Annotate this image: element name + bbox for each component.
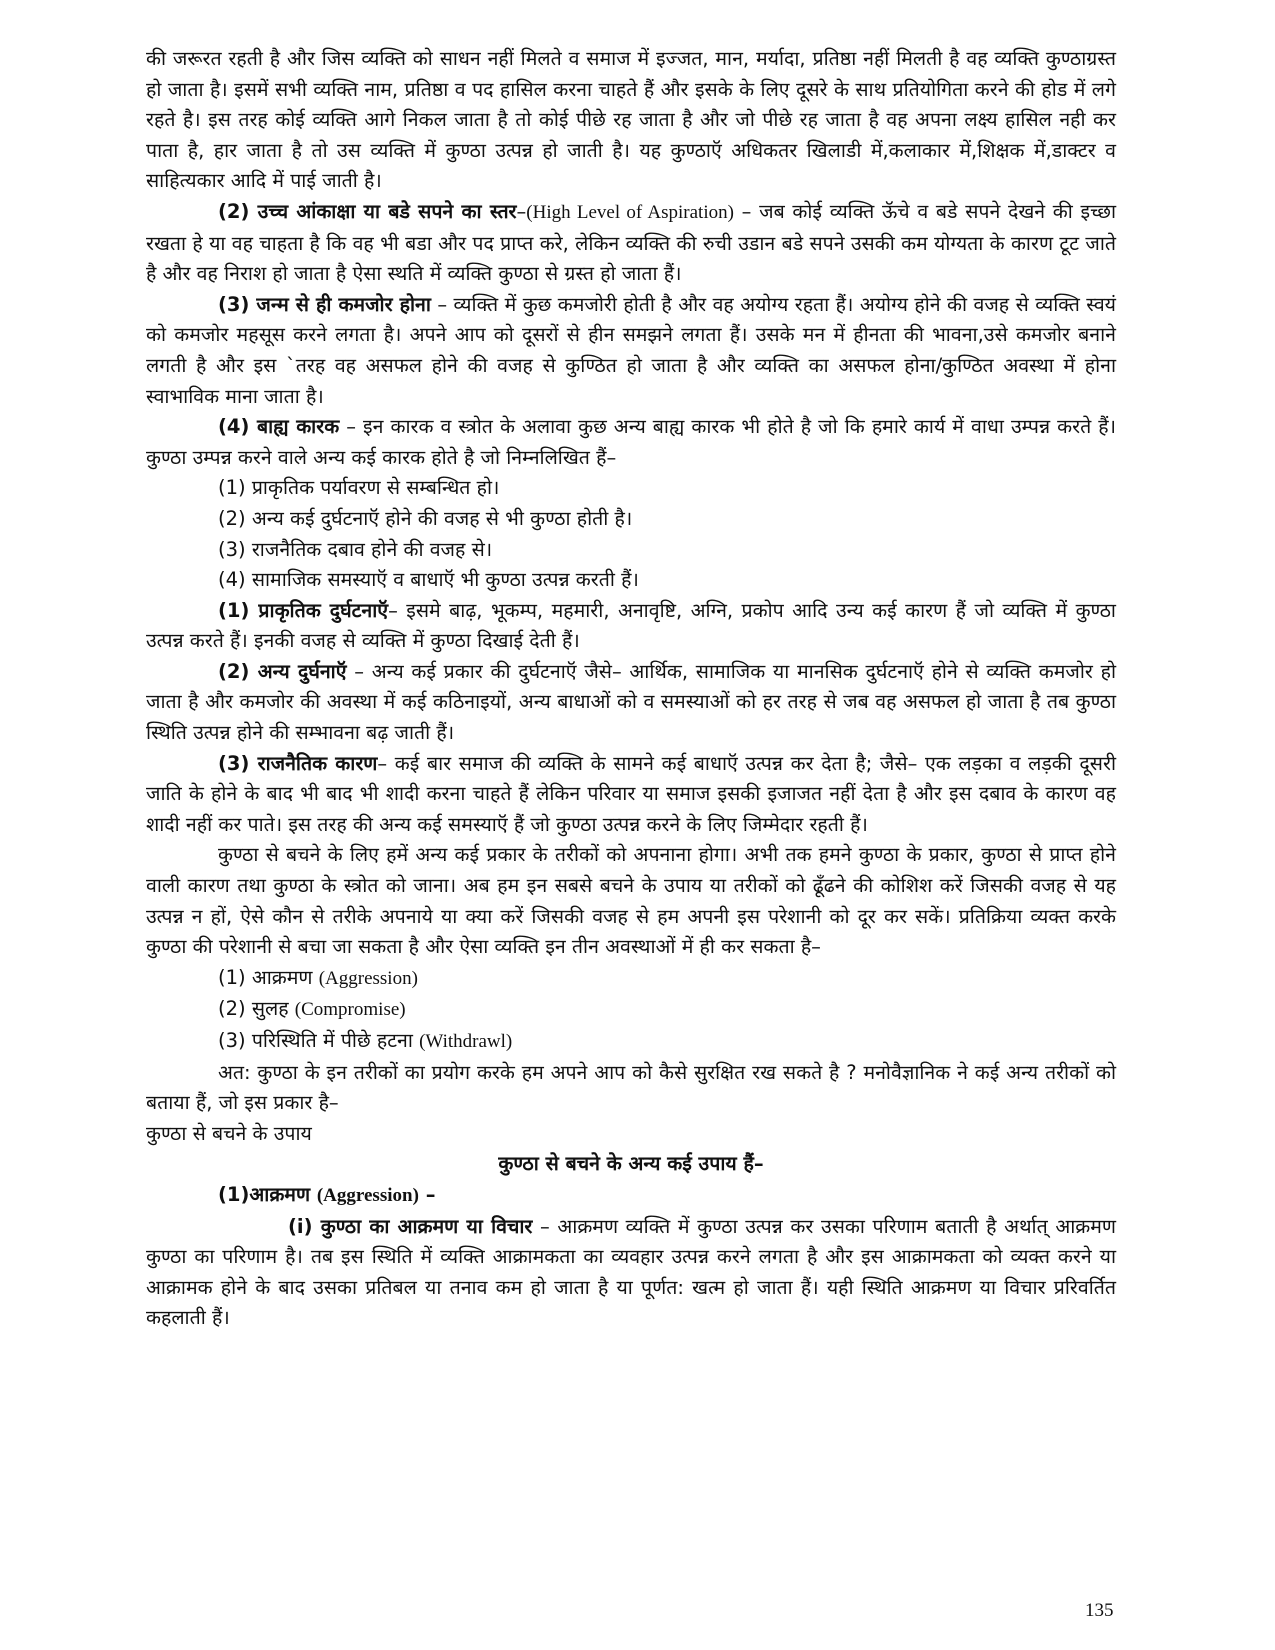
intro-paragraph: की जरूरत रहती है और जिस व्यक्ति को साधन नहीं मिलते व समाज में इज्जत, मान, मर्यादा, प्रतिष्ठा नहीं मिलती है वह व्यक्ति कुण्ठाग्रस्त हो जाता है। इसमें सभी व्यक्ति नाम, प्रतिष्ठा व पद हासिल करना चाहते हैं और इसके के लिए दूसरे के साथ प्रतियोगिता करने की होड में लगे रहते है। इस तरह कोई व्यक्ति आगे निकल जाता है तो कोई पीछे रह जाता है और जो पीछे रह जाता है वह अपना लक्ष्य हासिल नही कर पाता है, हार जाता है तो उस व्यक्ति में कुण्ठा उत्पन्न हो जाती है। यह कुण्ठाऍ अधिकतर खिलाडी में,कलाकार में,शिक्षक में,डाक्टर व साहित्यकार आदि में पाई जाती है। [146, 47, 1116, 193]
section-text: – इसमे बाढ़, भूकम्प, महमारी, अनावृष्टि, अग्नि, प्रकोप आदि उन्य कई कारण हैं जो व्यक्ति में कुण्ठा उत्पन्न करते हैं। इनकी वजह से व्यक्ति में कुण्ठा दिखाई देती हैं। [146, 598, 1116, 653]
section-high-aspiration [146, 197, 1116, 290]
list-item-text: (3) परिस्थिति में पीछे हटना [218, 1029, 420, 1052]
page-number: 135 [1085, 1600, 1114, 1621]
english-term: (Aggression) [316, 1184, 419, 1206]
english-term: (High Level of Aspiration) [526, 201, 734, 223]
list-item-text: (1) आक्रमण [218, 965, 319, 989]
section-text: – जब कोई व्यक्ति ऊॅचे व बडे सपने देखने की इच्छा रखता हे या वह चाहता है कि वह भी बडा और पद प्राप्त करे, लेकिन व्यक्ति की रुची उडान बडे सपने उसकी कम योग्यता के कारण टूट जाते है और वह निराश हो जाता है ऐसा स्थति में व्यक्ति कुण्ठा से ग्रस्त हो जाता हैं। [146, 199, 1116, 286]
section-text: – आक्रमण व्यक्ति में कुण्ठा उत्पन्न कर उसका परिणाम बताती है अर्थात् आक्रमण कुण्ठा का परिणाम है। तब इस स्थिति में व्यक्ति आक्रामकता का व्यवहार उत्पन्न करने लगता है और इस आक्रामकता को व्यक्त करने या आक्रामक होने के बाद उसका प्रतिबल या तनाव कम हो जाता है या पूर्णत: खत्म हो जाता हैं। यही स्थिति आक्रमण या विचार प्ररिवर्तित कहलाती हैं। [146, 1214, 1116, 1330]
section-aggression-thought [146, 1212, 1116, 1334]
section-heading: (4) बाह्य कारक [218, 415, 340, 439]
section-weak-from-birth [146, 290, 1116, 412]
list-item: (3) राजनैतिक दबाव होने की वजह से। [218, 537, 493, 561]
list-item: (2) अन्य कई दुर्घटनाऍ होने की वजह से भी कुण्ठा होती है। [218, 506, 633, 530]
section-heading: (2) अन्य दुर्घनाऍ [218, 659, 347, 683]
section-heading: (3) जन्म से ही कमजोर होना [218, 292, 431, 316]
section-text: – कई बार समाज की व्यक्ति के सामने कई बाधाऍ उत्पन्न कर देता है; जैसे– एक लड़का व लड़की दूसरी जाति के होने के बाद भी बाद भी शादी करना चाहते हैं लेकिन परिवार या समाज इसकी इजाजत नहीं देता है और इस दबाव के कारण वह शादी नहीं कर पाते। इस तरह की अन्य कई समस्याऍ हैं जो कुण्ठा उत्पन्न करने के लिए जिम्मेदार रहती हैं। [146, 751, 1116, 836]
english-term: (Aggression) [318, 967, 418, 989]
avoid-paragraph: कुण्ठा से बचने के लिए हमें अन्य कई प्रकार के तरीकों को अपनाना होगा। अभी तक हमने कुण्ठा के प्रकार, कुण्ठा से प्राप्त होने वाली कारण तथा कुण्ठा के स्त्रोत को जाना। अब हम इन सबसे बचने के उपाय या तरीकों को ढूँढने की कोशिश करें जिसकी वजह से यह उत्पन्न न हों, ऐसे कौन से तरीके अपनाये या क्या करें जिसकी वजह से हम अपनी इस परेशानी को दूर कर सकें। प्रतिक्रिया व्यक्त करके कुण्ठा की परेशानी से बचा जा सकता है और ऐसा व्यक्ति इन तीन अवस्थाओं में ही कर सकता है– [146, 843, 1116, 959]
section-text: – व्यक्ति में कुछ कमजोरी होती है और वह अयोग्य रहता हैं। अयोग्य होने की वजह से व्यक्ति स्वयं को कमजोर महसूस करने लगता है। अपने आप को दूसरों से हीन समझने लगता हैं। उसके मन में हीनता की भावना,उसे कमजोर बनाने लगती है और इस `तरह वह असफल होने की वजह से कुण्ठित हो जाता है और व्यक्ति का असफल होना/कुण्ठित अवस्था में होना स्वाभाविक माना जाता है। [146, 292, 1116, 408]
section-other-accidents [146, 657, 1116, 749]
section-external-factors [146, 412, 1116, 473]
therefore-paragraph: अत: कुण्ठा के इन तरीकों का प्रयोग करके हम अपने आप को कैसे सुरक्षित रख सकते है ? मनोवैज्ञानिक ने कई अन्य तरीकों को बताया हैं, जो इस प्रकार है– [146, 1060, 1116, 1115]
list-item-text: (2) सुलह [218, 997, 295, 1021]
section-heading: (i) कुण्ठा का आक्रमण या विचार [288, 1214, 533, 1238]
section-text: – इन कारक व स्त्रोत के अलावा कुछ अन्य बाह्य कारक भी होते है जो कि हमारे कार्य में वाधा उम्पन्न करते हैं। कुण्ठा उम्पन्न करने वाले अन्य कई कारक होते है जो निम्नलिखित हैं– [146, 415, 1117, 469]
section-heading: (3) राजनैतिक कारण [218, 751, 378, 775]
subheading-text: (1)आक्रमण [218, 1182, 317, 1206]
section-text: – अन्य कई प्रकार की दुर्घटनाऍ जैसे– आर्थिक, सामाजिक या मानसिक दुर्घटनाऍ होने से व्यक्ति कमजोर हो जाता है और कमजोर की अवस्था में कई कठिनाइयों, अन्य बाधाओं को व समस्याओं को हर तरह से जब वह असफल हो जाता है तब कुण्ठा स्थिति उत्पन्न होने की सम्भावना बढ़ जाती हैं। [146, 659, 1116, 745]
list-item: (4) सामाजिक समस्याऍ व बाधाऍ भी कुण्ठा उत्पन्न करती हैं। [218, 568, 639, 592]
section-natural-disasters [146, 596, 1116, 657]
centered-heading: कुण्ठा से बचने के अन्य कई उपाय हैं– [498, 1152, 764, 1176]
heading-dash: – [418, 1182, 436, 1206]
list-item [146, 994, 1116, 1026]
english-term: (Withdrawl) [419, 1031, 513, 1052]
section-political-causes [146, 749, 1116, 841]
english-term: (Compromise) [294, 999, 406, 1021]
section-heading: (1) प्राकृतिक दुर्घटनाऍ [218, 598, 389, 622]
list-item [146, 1026, 1116, 1058]
subheading-aggression [146, 1180, 1116, 1212]
heading-dash: – [516, 199, 527, 223]
section-heading: (2) उच्च आंकाक्षा या बडे सपने का स्तर [218, 199, 517, 223]
remedies-label: कुण्ठा से बचने के उपाय [146, 1121, 312, 1145]
document-page [146, 44, 1116, 1334]
list-item: (1) प्राकृतिक पर्यावरण से सम्बन्धित हो। [218, 476, 500, 500]
list-item [146, 963, 1116, 995]
